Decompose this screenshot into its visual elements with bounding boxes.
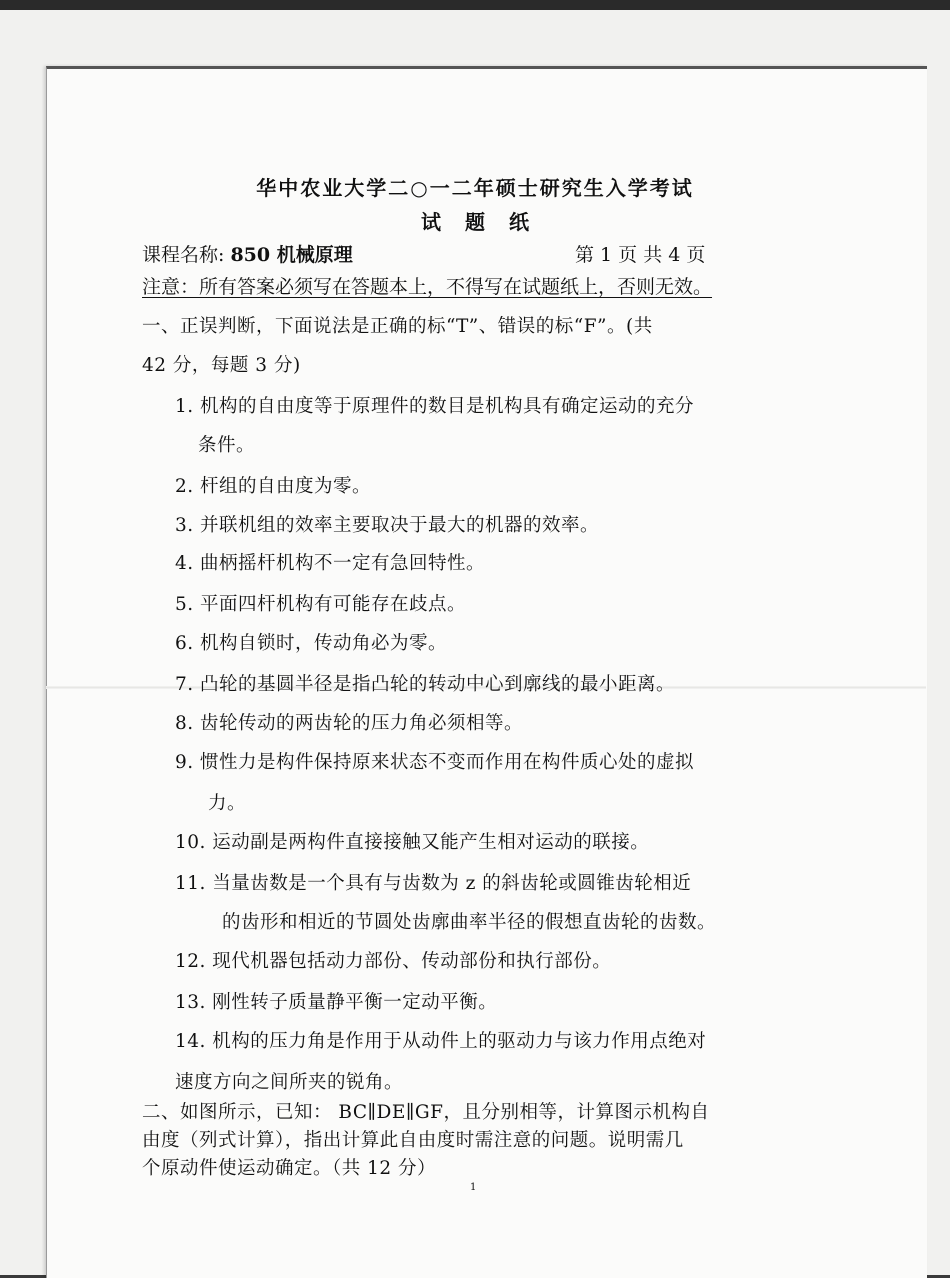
- page-info: 第 1 页 共 4 页: [575, 244, 706, 266]
- course-label: 课程名称:: [142, 244, 225, 266]
- question-14-line2: 速度方向之间所夹的锐角。: [175, 1072, 404, 1093]
- question-9-line2: 力。: [208, 793, 247, 814]
- page-number: 1: [470, 1182, 477, 1193]
- course-name: 850 机械原理: [230, 244, 353, 266]
- question-5: 5. 平面四杆机构有可能存在歧点。: [175, 594, 467, 615]
- question-10: 10. 运动副是两构件直接接触又能产生相对运动的联接。: [175, 832, 650, 853]
- question-11-line1: 11. 当量齿数是一个具有与齿数为 z 的斜齿轮或圆锥齿轮相近: [175, 873, 692, 894]
- course-line: [142, 240, 353, 267]
- question-6: 6. 机构自锁时，传动角必为零。: [175, 633, 448, 654]
- section2-line2: 由度（列式计算），指出计算此自由度时需注意的问题。说明需几: [142, 1130, 684, 1151]
- question-4: 4. 曲柄摇杆机构不一定有急回特性。: [175, 553, 486, 574]
- question-12: 12. 现代机器包括动力部份、传动部份和执行部份。: [175, 951, 612, 972]
- exam-notice: 注意：所有答案必须写在答题本上，不得写在试题纸上，否则无效。: [142, 276, 713, 298]
- question-3: 3. 并联机组的效率主要取决于最大的机器的效率。: [175, 515, 600, 536]
- section1-heading-line1: 一、正误判断，下面说法是正确的标“T”、错误的标“F”。(共: [142, 316, 653, 337]
- question-1-line1: 1. 机构的自由度等于原理件的数目是机构具有确定运动的充分: [175, 396, 695, 417]
- question-8: 8. 齿轮传动的两齿轮的压力角必须相等。: [175, 713, 524, 734]
- question-7: 7. 凸轮的基圆半径是指凸轮的转动中心到廓线的最小距离。: [175, 674, 676, 695]
- question-1-line2: 条件。: [198, 435, 256, 456]
- question-2: 2. 杆组的自由度为零。: [175, 476, 372, 497]
- exam-title: 华中农业大学二○一二年硕士研究生入学考试: [256, 176, 694, 200]
- question-11-line2: 的齿形和相近的节圆处齿廓曲率半径的假想直齿轮的齿数。: [222, 912, 717, 933]
- question-9-line1: 9. 惯性力是构件保持原来状态不变而作用在构件质心处的虚拟: [175, 752, 695, 773]
- section2-line3: 个原动件使运动确定。（共 12 分）: [142, 1158, 437, 1179]
- section1-heading-line2: 42 分，每题 3 分): [142, 355, 301, 376]
- question-13: 13. 刚性转子质量静平衡一定动平衡。: [175, 992, 498, 1013]
- exam-subtitle: 试题纸: [421, 210, 553, 234]
- question-14-line1: 14. 机构的压力角是作用于从动件上的驱动力与该力作用点绝对: [175, 1031, 707, 1052]
- section2-line1: 二、如图所示，已知： BC∥DE∥GF，且分别相等，计算图示机构自: [142, 1102, 710, 1123]
